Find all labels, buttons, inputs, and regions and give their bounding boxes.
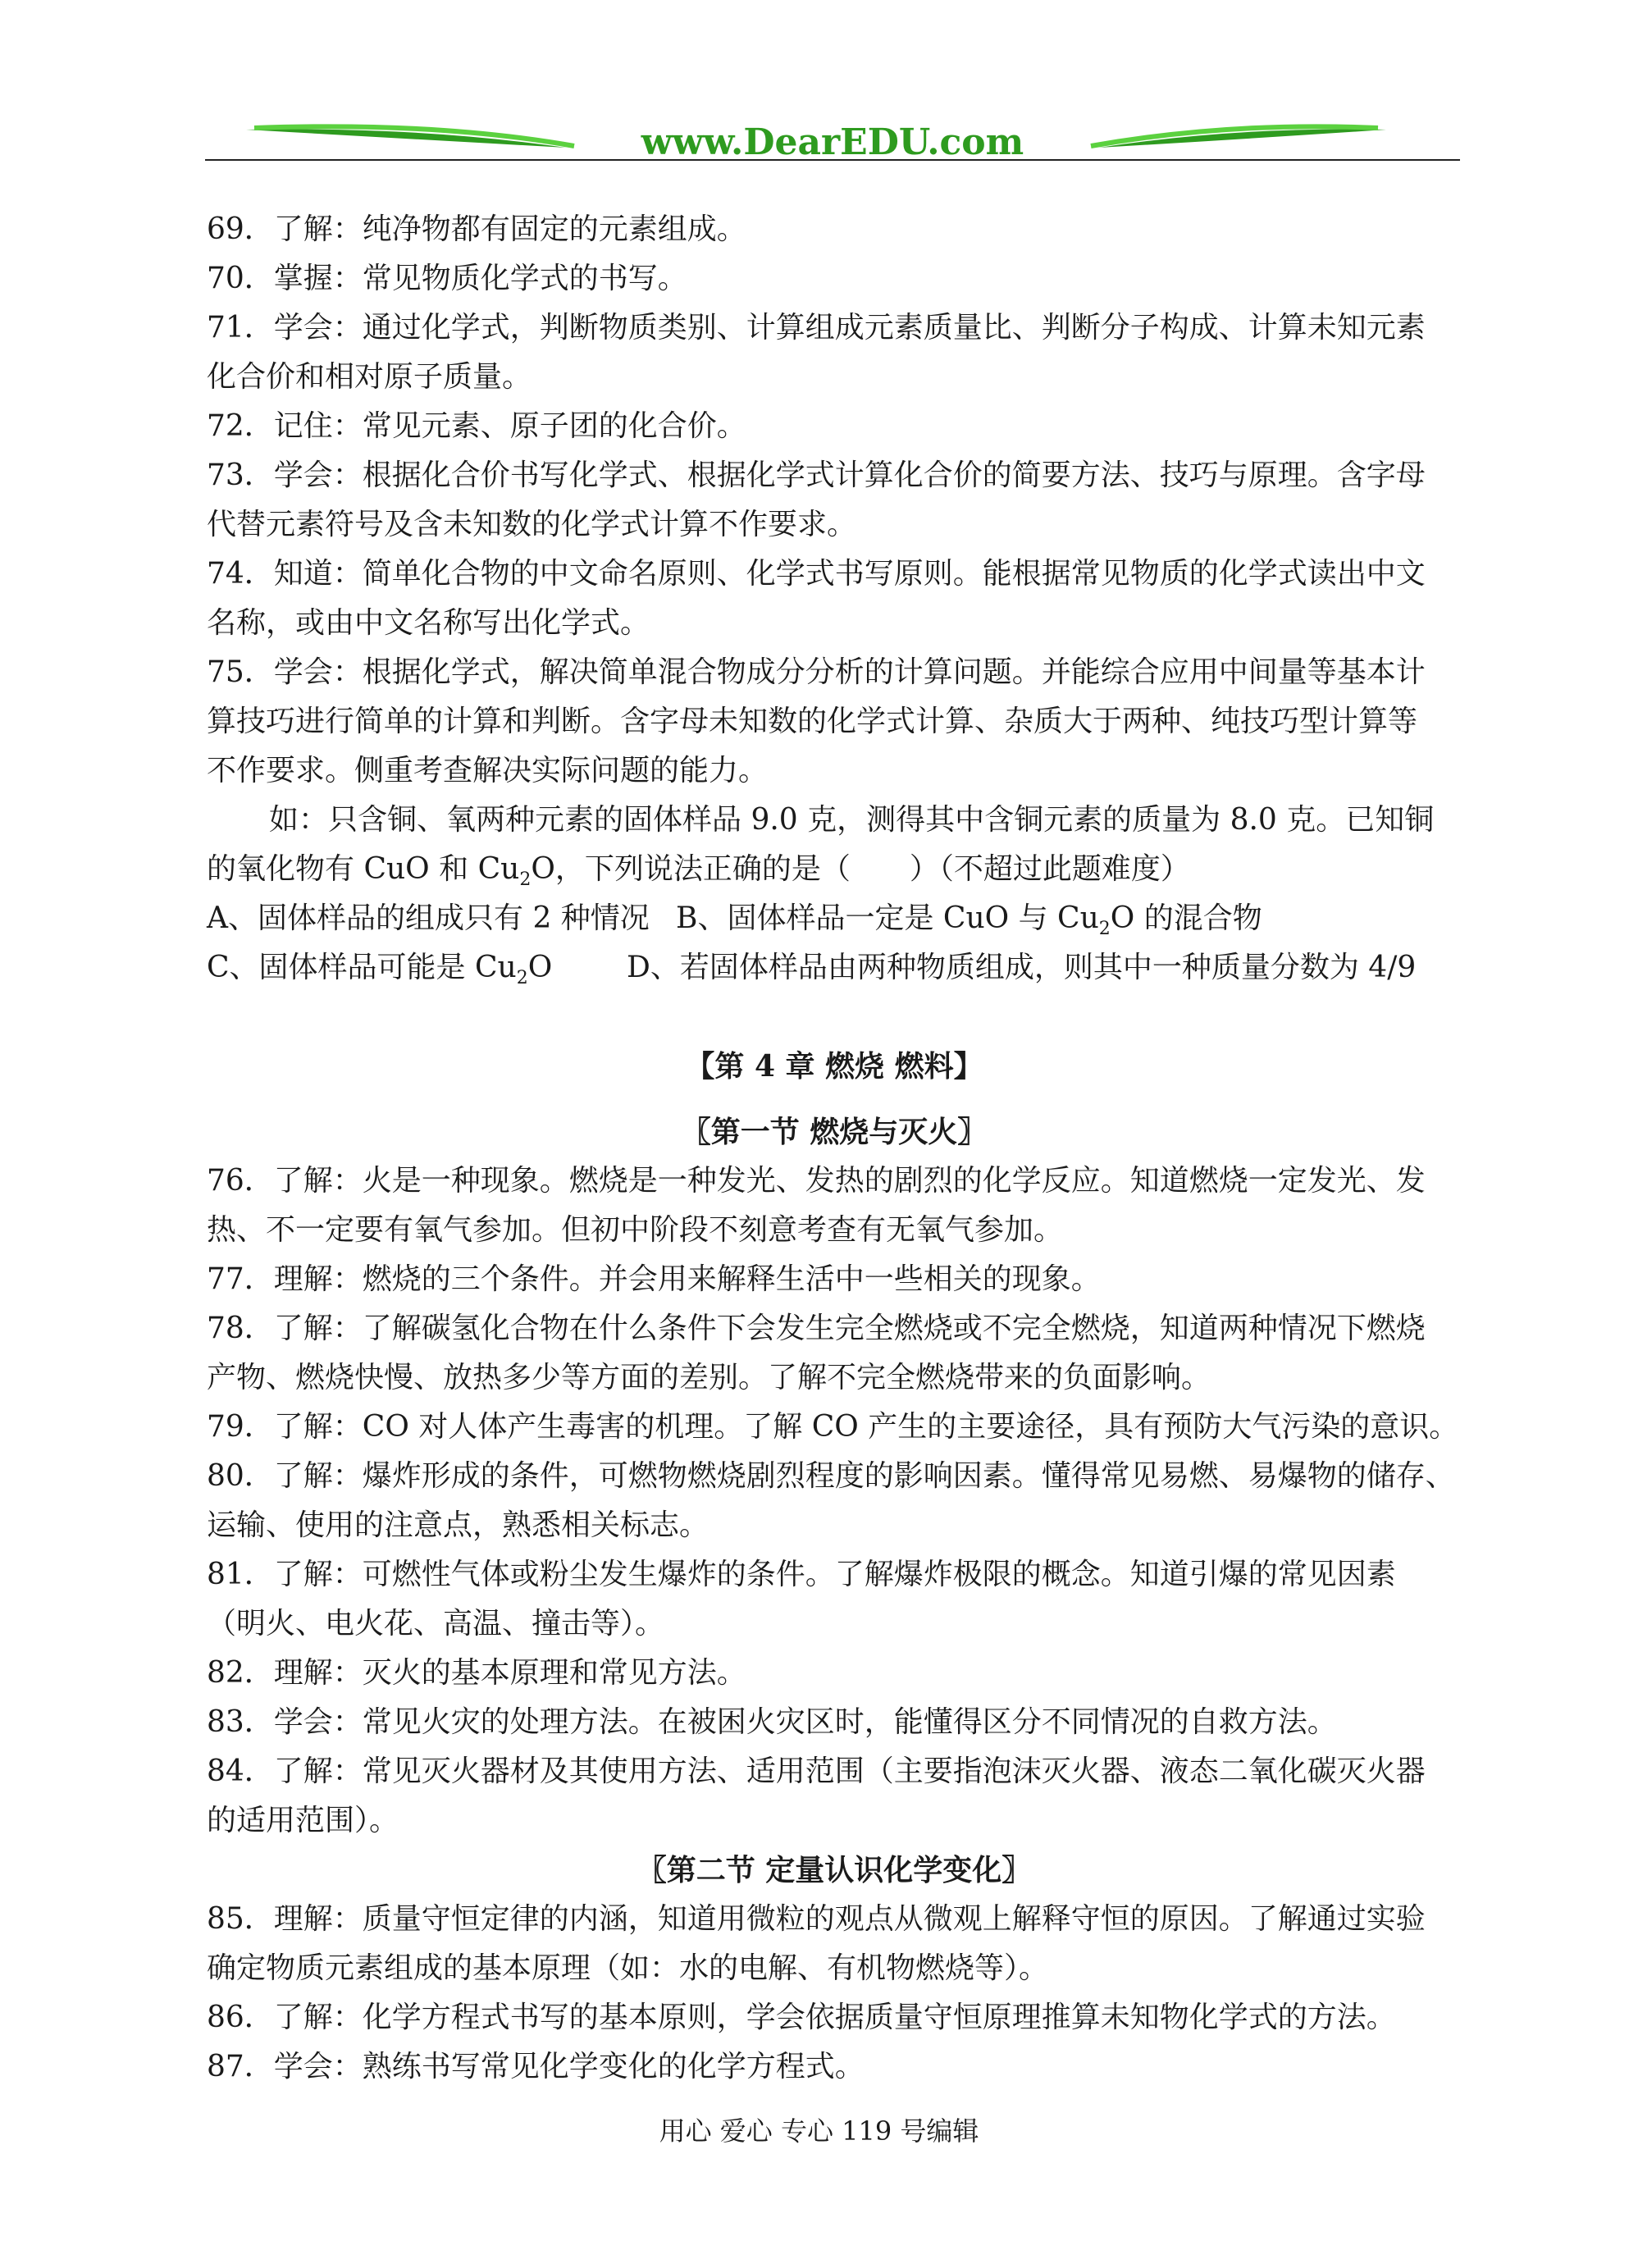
spacer: [207, 993, 1462, 1042]
item-85-line1: 85．理解：质量守恒定律的内涵，知道用微粒的观点从微观上解释守恒的原因。了解通过实验: [207, 1902, 1426, 1936]
option-a: A、固体样品的组成只有 2 种情况: [207, 901, 650, 935]
option-c: [207, 943, 627, 993]
option-c-text-a: C、固体样品可能是 Cu: [207, 951, 517, 984]
example-text-b: O，下列说法正确的是（ ）（不超过此题难度）: [531, 852, 1190, 886]
options-row-2: [207, 943, 1462, 993]
item-84-line1: 84．了解：常见灭火器材及其使用方法、适用范围（主要指泡沫灭火器、液态二氧化碳灭火器: [207, 1755, 1426, 1788]
option-d: D、若固体样品由两种物质组成，则其中一种质量分数为 4/9: [627, 951, 1417, 984]
item-80-line2: 运输、使用的注意点，熟悉相关标志。: [207, 1508, 709, 1542]
green-swoosh-logo: [205, 115, 1460, 164]
item-71-line1: 71．学会：通过化学式，判断物质类别、计算组成元素质量比、判断分子构成、计算未知元素: [207, 311, 1426, 345]
item-77: 77．理解：燃烧的三个条件。并会用来解释生活中一些相关的现象。: [207, 1262, 1101, 1296]
site-header-logo: [205, 115, 1460, 164]
item-86: 86．了解：化学方程式书写的基本原则，学会依据质量守恒原理推算未知物化学式的方法。: [207, 2001, 1396, 2034]
section-heading-1: 〖第一节 燃烧与灭火〗: [681, 1115, 988, 1149]
example-text-a: 的氧化物有 CuO 和 Cu: [207, 852, 520, 886]
logo-text: www.DearEDU.com: [641, 121, 1024, 163]
example-question-line1: 如：只含铜、氧两种元素的固体样品 9.0 克，测得其中含铜元素的质量为 8.0 克。已知铜: [269, 803, 1435, 837]
item-78-line2: 产物、燃烧快慢、放热多少等方面的差别。了解不完全燃烧带来的负面影响。: [207, 1361, 1211, 1394]
spacer: [207, 1091, 1462, 1107]
item-75-line1: 75．学会：根据化学式，解决简单混合物成分分析的计算问题。并能综合应用中间量等基本计: [207, 655, 1426, 689]
item-75-line3: 不作要求。侧重考查解决实际问题的能力。: [207, 754, 769, 787]
item-73-line1: 73．学会：根据化合价书写化学式、根据化学式计算化合价的简要方法、技巧与原理。含字母: [207, 459, 1426, 492]
item-75-line2: 算技巧进行简单的计算和判断。含字母未知数的化学式计算、杂质大于两种、纯技巧型计算等: [207, 705, 1418, 738]
item-82: 82．理解：灭火的基本原理和常见方法。: [207, 1656, 746, 1690]
item-80-line1: 80．了解：爆炸形成的条件，可燃物燃烧剧烈程度的影响因素。懂得常见易燃、易爆物的储存、: [207, 1459, 1455, 1493]
item-84-line2: 的适用范围）。: [207, 1804, 399, 1837]
subscript: 2: [1098, 919, 1111, 940]
item-85-line2: 确定物质元素组成的基本原理（如：水的电解、有机物燃烧等）。: [207, 1951, 1049, 1985]
item-78-line1: 78．了解：了解碳氢化合物在什么条件下会发生完全燃烧或不完全燃烧，知道两种情况下燃烧: [207, 1312, 1426, 1345]
option-b: [676, 894, 1262, 943]
document-body: [207, 205, 1462, 2092]
item-76-line1: 76．了解：火是一种现象。燃烧是一种发光、发热的剧烈的化学反应。知道燃烧一定发光、发: [207, 1164, 1426, 1198]
item-76-line2: 热、不一定要有氧气参加。但初中阶段不刻意考查有无氧气参加。: [207, 1213, 1064, 1247]
subscript: 2: [519, 869, 532, 891]
item-81-line2: （明火、电火花、高温、撞击等）。: [207, 1607, 665, 1641]
item-81-line1: 81．了解：可燃性气体或粉尘发生爆炸的条件。了解爆炸极限的概念。知道引爆的常见因素: [207, 1558, 1396, 1591]
chapter-heading: 【第 4 章 燃烧 燃料】: [685, 1049, 983, 1084]
item-71-line2: 化合价和相对原子质量。: [207, 360, 532, 394]
section-heading-2: 〖第二节 定量认识化学变化〗: [636, 1853, 1032, 1887]
item-87: 87．学会：熟练书写常见化学变化的化学方程式。: [207, 2050, 865, 2083]
option-b-text-a: B、固体样品一定是 CuO 与 Cu: [676, 901, 1099, 935]
page-footer: 用心 爱心 专心 119 号编辑: [659, 2115, 979, 2147]
option-c-text-b: O: [527, 951, 553, 984]
item-73-line2: 代替元素符号及含未知数的化学式计算不作要求。: [207, 508, 857, 541]
item-72: 72．记住：常见元素、原子团的化合价。: [207, 409, 746, 443]
option-b-text-b: O 的混合物: [1110, 901, 1262, 935]
options-row-1: [207, 894, 1462, 943]
item-83: 83．学会：常见火灾的处理方法。在被困火灾区时，能懂得区分不同情况的自救方法。: [207, 1705, 1337, 1739]
header-rule: [205, 159, 1460, 161]
subscript: 2: [516, 968, 528, 989]
item-70: 70．掌握：常见物质化学式的书写。: [207, 262, 687, 295]
example-question-line2: [207, 845, 1462, 894]
item-69: 69．了解：纯净物都有固定的元素组成。: [207, 212, 746, 246]
item-74-line1: 74．知道：简单化合物的中文命名原则、化学式书写原则。能根据常见物质的化学式读出中文: [207, 557, 1426, 591]
item-79: 79．了解：CO 对人体产生毒害的机理。了解 CO 产生的主要途径，具有预防大气污染的意识。: [207, 1410, 1459, 1444]
item-74-line2: 名称，或由中文名称写出化学式。: [207, 606, 650, 640]
